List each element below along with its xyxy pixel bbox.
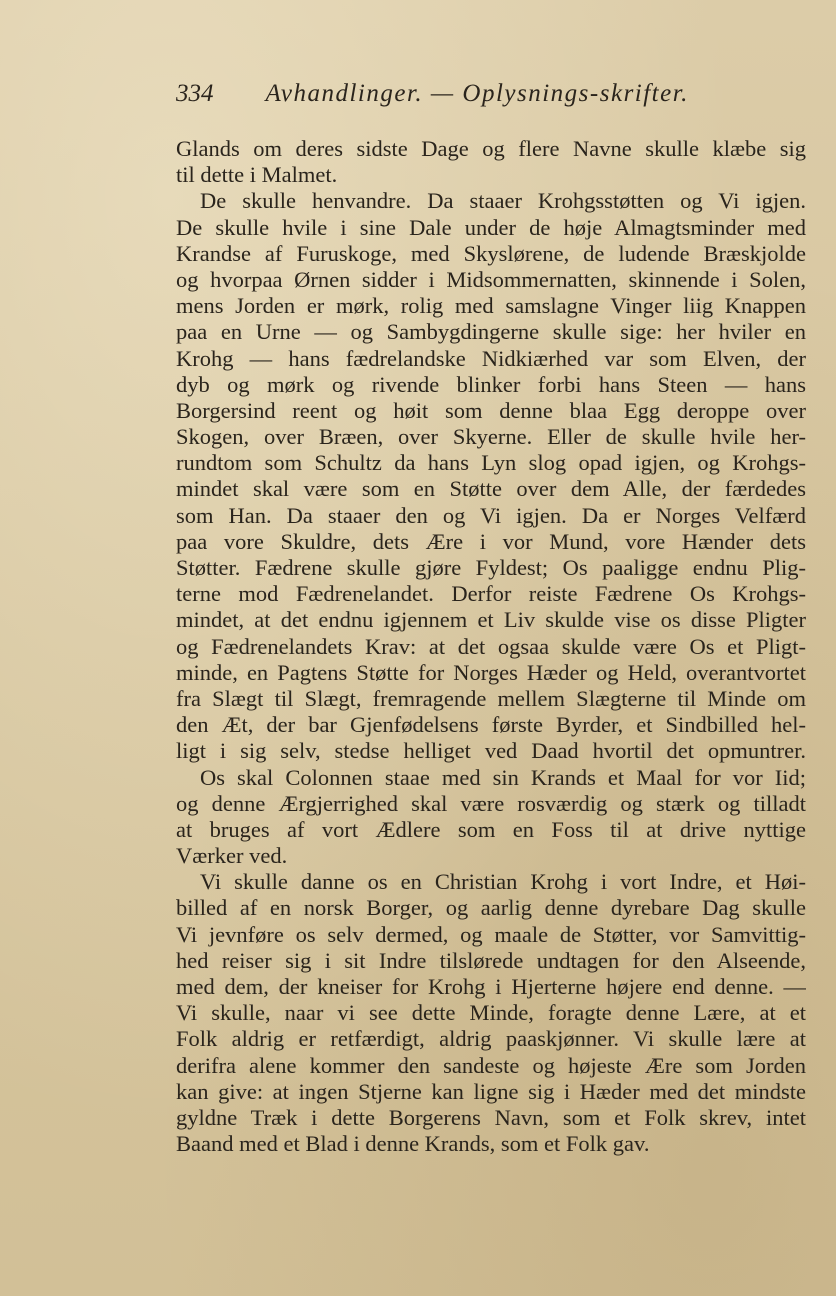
text-line: Folk aldrig er retfærdigt, aldrig paaskjønner. Vi skulle lære at [176, 1026, 806, 1052]
text-line: paa en Urne — og Sambygdingerne skulle sige: her hviler en [176, 319, 806, 345]
text-line: den Æt, der bar Gjenfødelsens første Byrder, et Sindbilled hel- [176, 712, 806, 738]
text-line: Vi skulle danne os en Christian Krohg i vort Indre, et Høi- [200, 869, 806, 895]
text-line: billed af en norsk Borger, og aarlig denne dyrebare Dag skulle [176, 895, 806, 921]
body-text [176, 136, 806, 1157]
text-line: kan give: at ingen Stjerne kan ligne sig i Hæder med det mindste [176, 1078, 806, 1104]
text-line: og denne Ærgjerrighed skal være rosværdig og stærk og tilladt [176, 790, 806, 816]
text-line: og hvorpaa Ørnen sidder i Midsommernatten, skinnende i Solen, [176, 266, 806, 292]
running-head [176, 80, 816, 120]
text-line: Borgersind reent og høit som denne blaa Egg deroppe over [176, 397, 806, 423]
page-number: 334 [176, 80, 214, 107]
text-line: Os skal Colonnen staae med sin Krands et Maal for vor Iid; [200, 764, 806, 790]
text-line: som Han. Da staaer den og Vi igjen. Da er Norges Velfærd [176, 502, 806, 528]
running-head-title: Avhandlinger. — Oplysnings-skrifter. [265, 80, 689, 107]
text-line: rundtom som Schultz da hans Lyn slog opad igjen, og Krohgs- [176, 450, 806, 476]
text-line: Værker ved. [176, 843, 288, 869]
text-line: minde, en Pagtens Støtte for Norges Hæder og Held, overantvortet [176, 659, 806, 685]
text-line: fra Slægt til Slægt, fremragende mellem Slægterne til Minde om [176, 685, 806, 711]
text-line: Vi skulle, naar vi see dette Minde, foragte denne Lære, at et [176, 1000, 806, 1026]
text-line: og Fædrenelandets Krav: at det ogsaa skulde være Os et Pligt- [176, 633, 806, 659]
text-line: mens Jorden er mørk, rolig med samslagne Vinger liig Knappen [176, 293, 806, 319]
text-line: Vi jevnføre os selv dermed, og maale de Støtter, vor Samvittig- [176, 921, 806, 947]
text-line: Krohg — hans fædrelandske Nidkiærhed var som Elven, der [176, 345, 806, 371]
text-line: mindet, at det endnu igjennem et Liv skulde vise os disse Pligter [176, 607, 806, 633]
text-line: Skogen, over Bræen, over Skyerne. Eller de skulle hvile her- [176, 424, 806, 450]
text-line: gyldne Træk i dette Borgerens Navn, som et Folk skrev, intet [176, 1104, 806, 1130]
text-line: derifra alene kommer den sandeste og højeste Ære som Jorden [176, 1052, 806, 1078]
text-line: at bruges af vort Ædlere som en Foss til at drive nyttige [176, 816, 806, 842]
text-line: dyb og mørk og rivende blinker forbi hans Steen — hans [176, 371, 806, 397]
text-line: mindet skal være som en Støtte over dem Alle, der færdedes [176, 476, 806, 502]
text-line: Støtter. Fædrene skulle gjøre Fyldest; Os paaligge endnu Plig- [176, 555, 806, 580]
text-line: Krandse af Furuskoge, med Skyslørene, de ludende Bræskjolde [176, 240, 806, 266]
text-line: De skulle hvile i sine Dale under de høje Almagtsminder med [176, 214, 806, 240]
text-line: med dem, der kneiser for Krohg i Hjerterne højere end denne. — [176, 974, 806, 999]
text-line: til dette i Malmet. [176, 162, 338, 188]
text-line: paa vore Skuldre, dets Ære i vor Mund, vore Hænder dets [176, 528, 806, 554]
text-line: ligt i sig selv, stedse helliget ved Daad hvortil det opmuntrer. [176, 738, 806, 764]
text-line: De skulle henvandre. Da staaer Krohgsstøtten og Vi igjen. [200, 188, 806, 214]
text-line: terne mod Fædrenelandet. Derfor reiste Fædrene Os Krohgs- [176, 581, 806, 607]
text-line: Baand med et Blad i denne Krands, som et Folk gav. [176, 1131, 650, 1157]
text-line: hed reiser sig i sit Indre tilslørede undtagen for den Alseende, [176, 947, 806, 973]
text-line: Glands om deres sidste Dage og flere Navne skulle klæbe sig [176, 136, 806, 161]
